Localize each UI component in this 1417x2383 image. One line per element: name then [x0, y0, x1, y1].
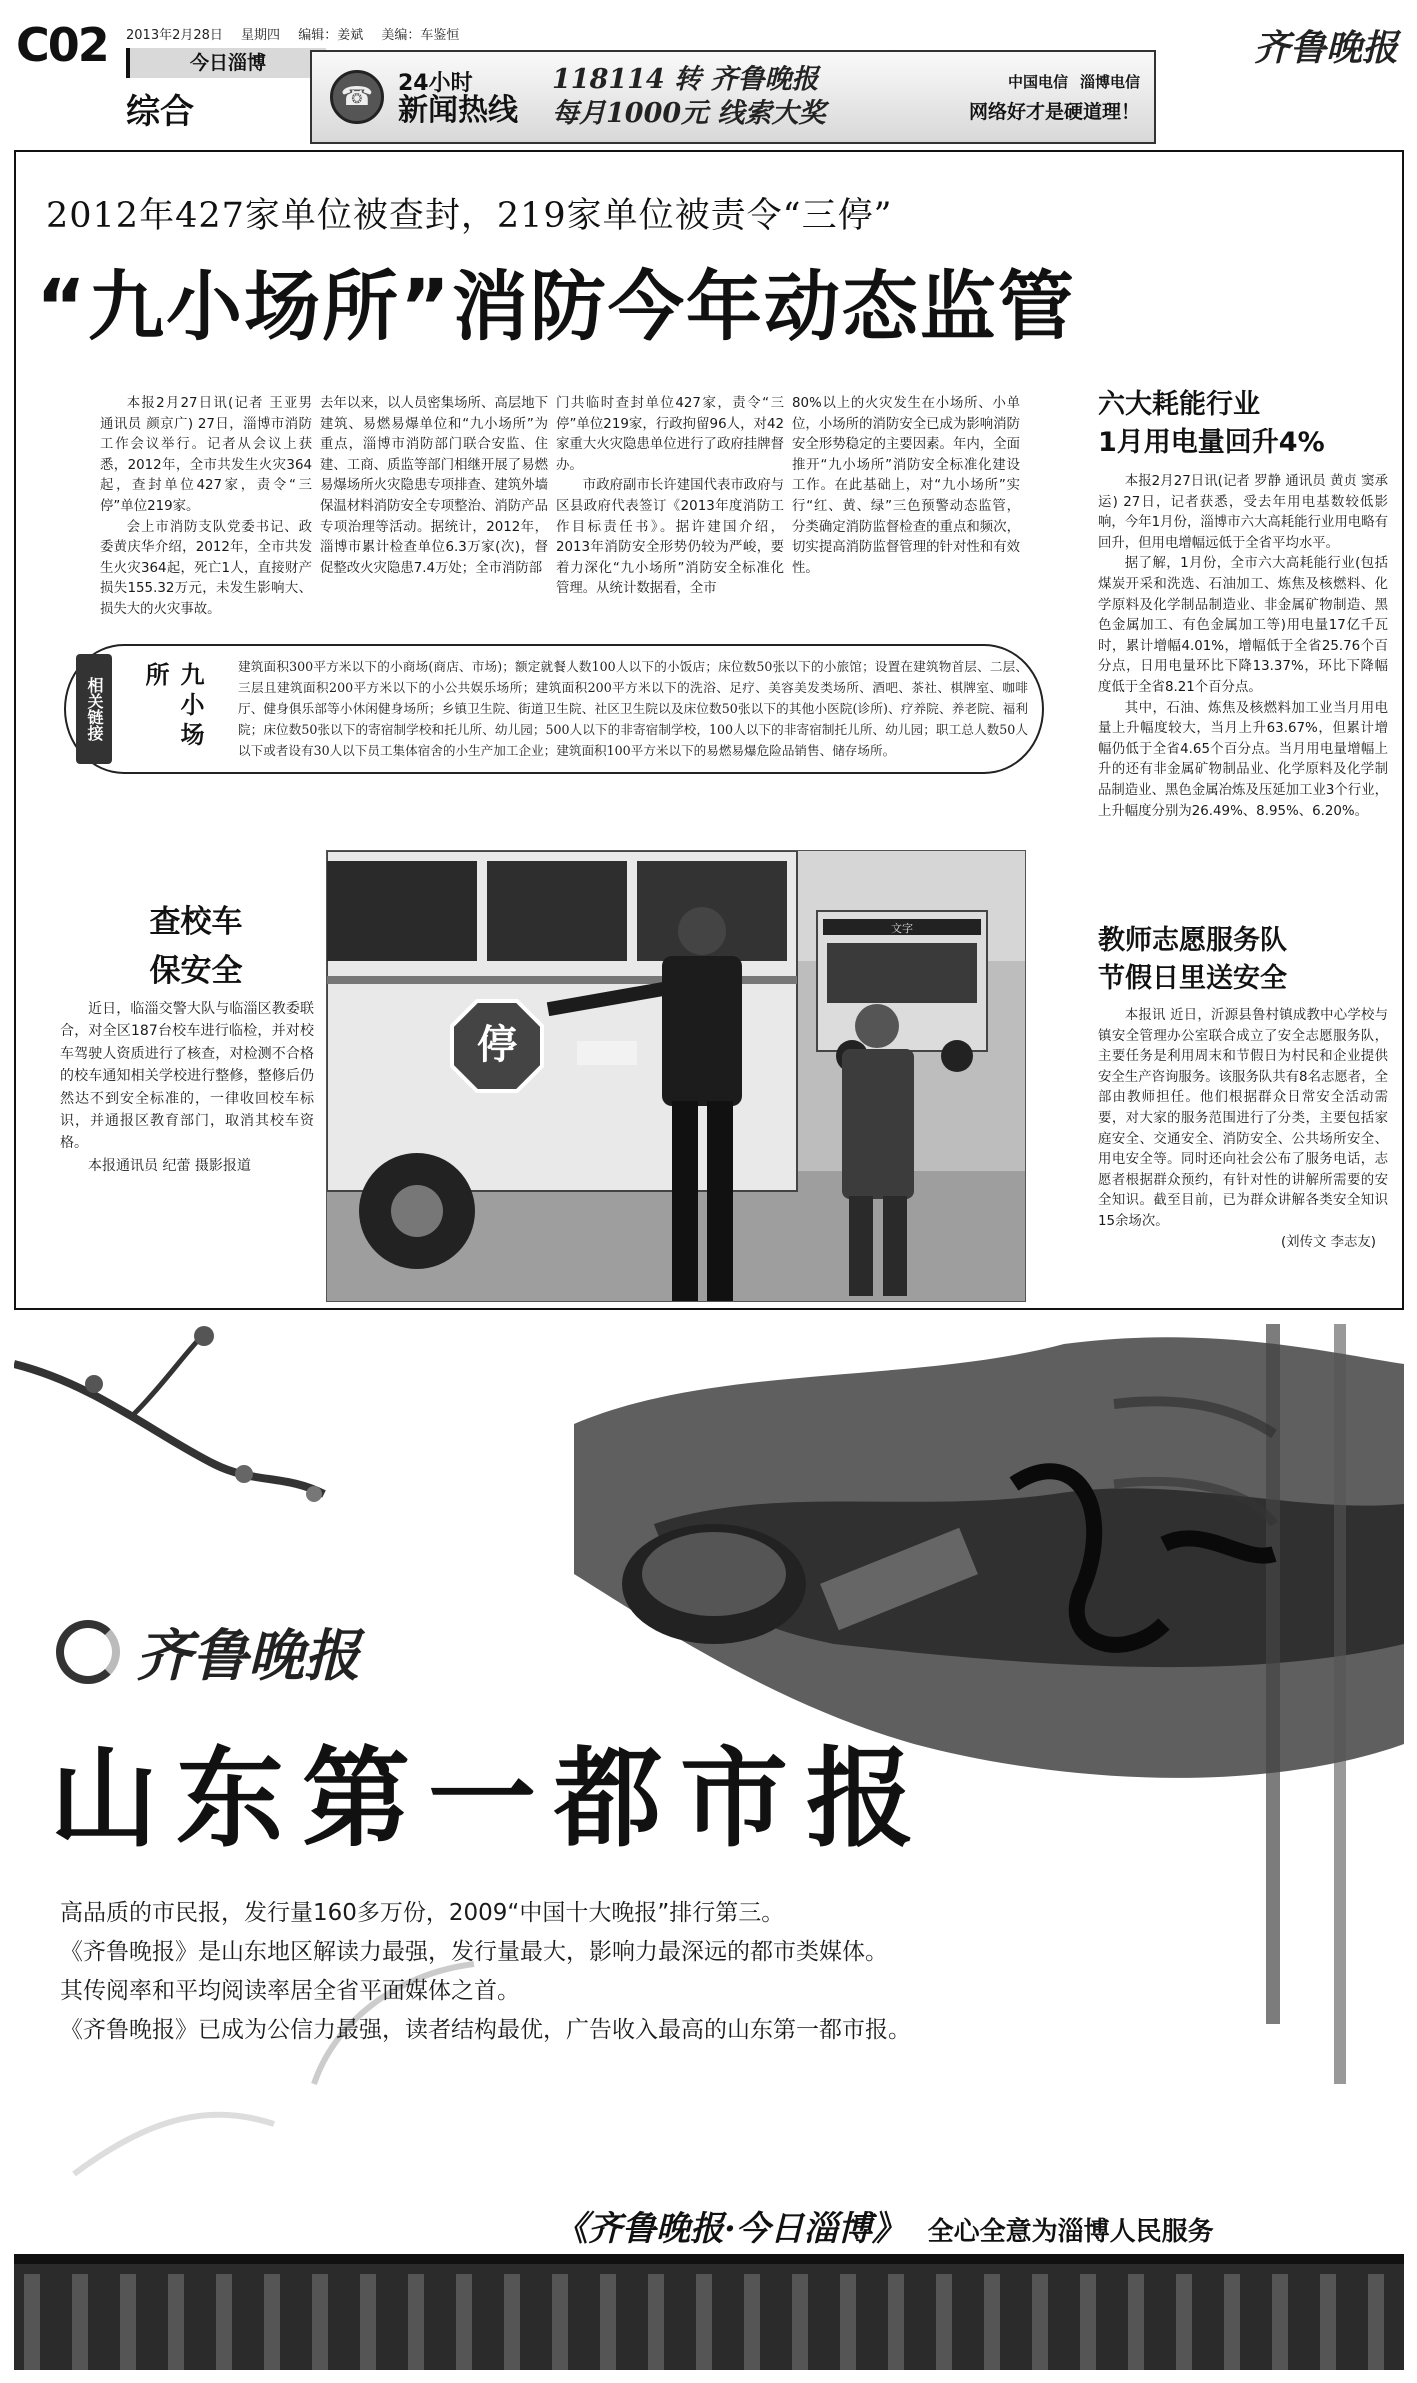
volunteer-credit: (刘传文 李志友)	[1280, 1234, 1376, 1250]
bus-story-body	[60, 998, 314, 1177]
hotline-small: 24小时	[398, 71, 473, 96]
china-telecom-logo: 中国电信	[1007, 73, 1068, 91]
article-column-3	[556, 394, 784, 600]
related-link-text: 建筑面积300平方米以下的小商场(商店、市场)；额定就餐人数100人以下的小饭店；床位数50张以下的小旅馆；设置在建筑物首层、二层、三层且建筑面积200平方米以下的小公共娱乐场所；建筑面积200平方米以下的洗浴、足疗、美容美发类场所、酒吧、茶社、棋牌室、咖啡厅、健身俱乐部等小休闲健身场所；乡镇卫生院、街道卫生院、社区卫生院以及床位数50张以下的其他小医院(诊所)、疗养院、养老院、福利院；床位数50张以下的寄宿制学校和托儿所、幼儿园；500人以下的非寄宿制学校，100人以下的非寄宿制托儿所、幼儿园；职工总人数50人以下或者设有30人以下员工集体宿舍的小生产加工企业；建筑面积100平方米以下的易燃易爆危险品销售、储存场所。	[238, 659, 1028, 758]
telecom-tagline: 网络好才是硬道理！	[968, 101, 1140, 123]
telecom-block	[969, 67, 1140, 127]
editor-credit: 编辑：姜斌	[298, 28, 364, 43]
promo-text	[552, 63, 826, 131]
issue-date: 2013年2月28日	[126, 28, 223, 43]
article-column-1	[100, 394, 312, 621]
swirl-logo-icon	[56, 1620, 120, 1684]
newspaper-advertisement	[14, 1324, 1404, 2370]
article-column-4	[792, 394, 1020, 579]
volunteer-head-1: 教师志愿服务队	[1098, 925, 1287, 956]
volunteer-story-body	[1098, 1006, 1388, 1253]
date-line	[126, 24, 473, 43]
bus-story-heading	[116, 898, 276, 996]
bus-head-1: 查校车	[149, 904, 243, 940]
article-headline: “九小场所”消防今年动态监管	[36, 262, 1076, 351]
article-paragraph: 市政府副市长许建国代表市政府与区县政府代表签订《2013年度消防工作目标责任书》。据许建国介绍，2013年消防安全形势仍较为严峻，要着力深化“九小场所”消防安全标准化管理。从统计数据看，全市	[556, 478, 784, 597]
volunteer-head-2: 节假日里送安全	[1098, 963, 1287, 994]
designer-credit: 美编：车鉴恒	[381, 28, 460, 43]
ad-line: 高品质的市民报，发行量160多万份，2009“中国十大晚报”排行第三。	[60, 1900, 785, 1926]
energy-head-1: 六大耗能行业	[1098, 389, 1260, 420]
related-link-title: 九小场所	[141, 662, 204, 752]
energy-paragraph: 据了解，1月份，全市六大高耗能行业(包括煤炭开采和洗选、石油加工、炼焦及核燃料、化学原料及化学制品制造业、非金属矿物制造、黑色金属加工、有色金属加工等)用电量17亿千瓦时，累计增幅4.01%，增幅低于全省25.76个百分点，日用电量环比下降13.37%，环比下降幅度低于全省8.21个百分点。	[1098, 556, 1388, 695]
hotline-text	[398, 70, 518, 128]
ad-line: 《齐鲁晚报》已成为公信力最强，读者结构最优，广告收入最高的山东第一都市报。	[60, 2017, 911, 2043]
masthead	[14, 14, 1404, 144]
bus-head-2: 保安全	[149, 953, 243, 989]
article-column-2	[320, 394, 548, 579]
article-paragraph: 去年以来，以人员密集场所、高层地下建筑、易燃易爆单位和“九小场所”为重点，淄博市消防部门联合安监、住建、工商、质监等部门相继开展了易燃易爆场所火灾隐患专项排查、建筑外墙保温材料消防安全专项整治、消防产品专项治理等活动。据统计，2012年，淄博市累计检查单位6.3万家(次)，督促整改火灾隐患7.4万处；全市消防部	[320, 396, 548, 576]
news-section	[14, 150, 1404, 1310]
telephone-icon: ☎	[330, 70, 384, 124]
article-paragraph: 80%以上的火灾发生在小场所、小单位，小场所的消防安全已成为影响消防安全形势稳定的主要因素。年内，全面推开“九小场所”消防安全标准化建设工作。在此基础上，对“九小场所”实行“红、黄、绿”三色预警动态监管，分类确定消防监督检查的重点和频次，切实提高消防监督管理的针对性和有效性。	[792, 396, 1020, 576]
energy-paragraph: 其中，石油、炼焦及核燃料加工业当月用电量上升幅度较大，当月上升63.67%，但累计增幅仍低于全省4.65个百分点。当月用电量增幅上升的还有非金属矿物制品业、化学原料及化学制品制造业、黑色金属冶炼及压延加工业3个行业，上升幅度分别为26.49%、8.95%、6.20%。	[1098, 700, 1388, 819]
ad-line: 《齐鲁晚报》是山东地区解读力最强，发行量最大，影响力最深远的都市类媒体。	[60, 1939, 888, 1965]
photo-illustration	[327, 851, 1026, 1302]
energy-story-heading	[1098, 386, 1325, 462]
issue-weekday: 星期四	[241, 28, 281, 43]
school-bus-inspection-photo	[326, 850, 1026, 1302]
telecom-logos	[969, 67, 1140, 97]
ad-footer-tail: 全心全意为淄博人民服务	[927, 2217, 1214, 2247]
volunteer-story-heading	[1098, 922, 1287, 998]
energy-head-2: 1月用电量回升4%	[1098, 427, 1325, 458]
section-label: 综合	[126, 92, 194, 132]
ad-logo-text: 齐鲁晚报	[136, 1623, 360, 1689]
article-subhead: 2012年427家单位被查封，219家单位被责令“三停”	[46, 196, 893, 236]
bus-paragraph: 近日，临淄交警大队与临淄区教委联合，对全区187台校车进行临检，并对校车驾驶人资质进行了核查，对检测不合格的校车通知相关学校进行整修，整修后仍然达不到安全标准的，一律收回校车标识，并通报区教育部门，取消其校车资格。	[60, 1001, 314, 1152]
ad-footer	[554, 2201, 1214, 2250]
zibo-telecom-logo: 淄博电信	[1079, 73, 1140, 91]
ad-logo	[56, 1612, 360, 1692]
related-link-tag: 相关链接	[76, 654, 112, 764]
hotline-big: 新闻热线	[398, 93, 518, 128]
article-paragraph: 会上市消防支队党委书记、政委黄庆华介绍，2012年，全市共发生火灾364起，死亡1人，直接财产损失155.32万元，未发生影响大、损失大的火灾事故。	[100, 519, 312, 617]
edition-label: 今日淄博	[126, 48, 326, 78]
article-paragraph: 门共临时查封单位427家，责令“三停”单位219家，行政拘留96人，对42家重大火灾隐患单位进行了政府挂牌督办。	[556, 396, 784, 473]
bus-destination-sign: 文字	[891, 922, 913, 935]
article-paragraph: 本报2月27日讯(记者 王亚男 通讯员 颜京广) 27日，淄博市消防工作会议举行。记者从会议上获悉，2012年，全市共发生火灾364起，查封单位427家，责令“三停”单位219家。	[100, 396, 312, 514]
ad-description	[60, 1894, 911, 2050]
hotline-banner-ad	[310, 50, 1156, 144]
bus-photo-credit: 本报通讯员 纪蕾 摄影报道	[88, 1157, 251, 1174]
promo-line-1: 118114 转 齐鲁晚报	[552, 64, 819, 95]
ad-slogan: 山东第一都市报	[50, 1737, 933, 1862]
volunteer-paragraph: 本报讯 近日，沂源县鲁村镇成教中心学校与镇安全管理办公室联合成立了安全志愿服务队，主要任务是利用周末和节假日为村民和企业提供安全生产咨询服务。该服务队共有8名志愿者，全部由教师担任。他们根据群众日常安全活动需要，对大家的服务范围进行了分类，主要包括家庭安全、交通安全、消防安全、公共场所安全、用电安全等。同时还向社会公布了服务电话，志愿者根据群众预约，有针对性的讲解所需要的安全知识。截至目前，已为群众讲解各类安全知识15余场次。	[1098, 1008, 1388, 1229]
energy-paragraph: 本报2月27日讯(记者 罗静 通讯员 黄贞 窦承运) 27日，记者获悉，受去年用电基数较低影响，今年1月份，淄博市六大高耗能行业用电略有回升，但用电增幅远低于全省平均水平。	[1098, 474, 1388, 551]
promo-line-2: 每月1000元 线索大奖	[552, 98, 826, 129]
energy-story-body	[1098, 472, 1388, 822]
page-code: C02	[16, 18, 108, 72]
newspaper-brand-logo: 齐鲁晚报	[1253, 27, 1398, 69]
ad-footer-paper: 《齐鲁晚报·今日淄博》	[554, 2209, 906, 2249]
ad-line: 其传阅率和平均阅读率居全省平面媒体之首。	[60, 1978, 520, 2004]
related-link-box	[64, 644, 1044, 774]
stop-sign-text: 停	[477, 1022, 517, 1068]
